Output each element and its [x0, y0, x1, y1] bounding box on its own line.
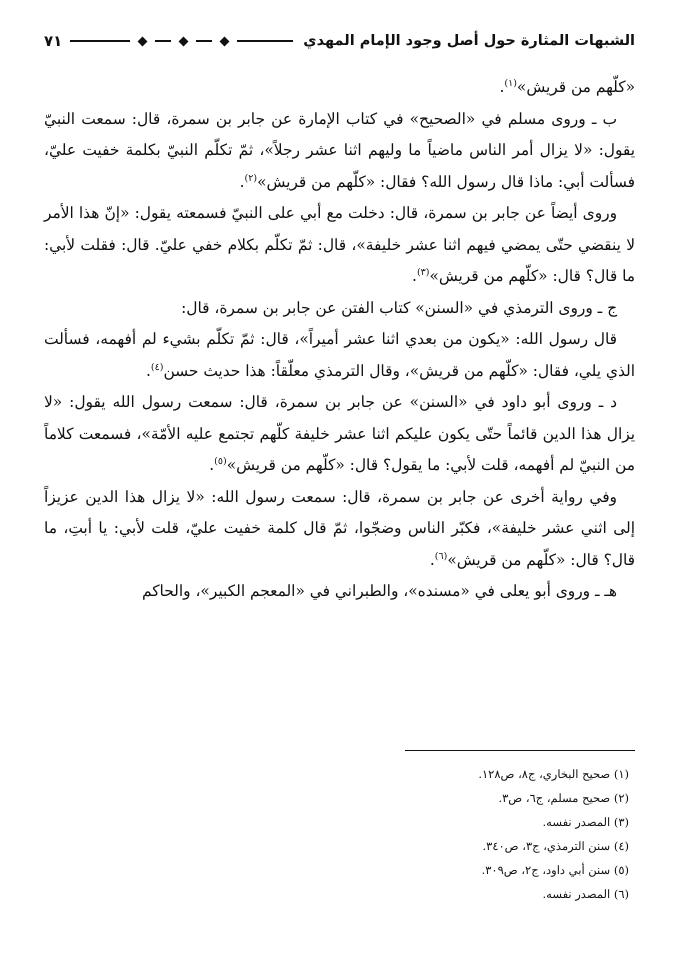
paragraph-7 [44, 482, 635, 577]
paragraph-text: ج ـ وروى الترمذي في «السنن» كتاب الفتن عن جابر بن سمرة، قال: [181, 298, 617, 317]
footnote-ref: (٥) [214, 455, 227, 467]
footnote-4: (٤) سنن الترمذي، ج٣، ص٣٤٠. [482, 839, 629, 853]
diamond-icon [138, 36, 148, 46]
paragraph-6 [44, 387, 635, 482]
paragraph-end: . [499, 78, 505, 96]
paragraph-5 [44, 324, 635, 387]
header-title: الشبهات المثارة حول أصل وجود الإمام المهدي [303, 33, 635, 49]
paragraph-text: د ـ وروى أبو داود في «السنن» عن جابر بن سمرة، قال: سمعت رسول الله يقول: «لا يزال هذا الدين قائماً حتّى يكون عليكم اثنا عشر خليفة كلّهم تجتمع عليه الأمّة»، فسمعت كلاماً من النبيّ لم أفهمه، قلت لأبي: ما يقول؟ قال: «كلّهم من قريش» [44, 393, 635, 474]
paragraph-8 [44, 576, 635, 608]
paragraph-text: وروى أيضاً عن جابر بن سمرة، قال: دخلت مع أبي على النبيّ فسمعته يقول: «إنّ هذا الأمر لا ينقضي حتّى يمضي فيهم اثنا عشر خليفة»، قال: ثمّ تكلّم بكلام خفي عليّ. قال: فقلت لأبي: ما قال؟ قال: «كلّهم من قريش» [44, 204, 635, 285]
paragraph-3 [44, 198, 635, 293]
paragraph-1 [44, 72, 635, 104]
ornament-segment [196, 40, 212, 41]
paragraph-text: قال رسول الله: «يكون من بعدي اثنا عشر أميراً»، قال: ثمّ تكلّم بشيء لم أفهمه، فسألت الذي يلي، فقال: «كلّهم من قريش»، وقال الترمذي معلّقاً: هذا حديث حسن [44, 330, 635, 380]
running-header [44, 24, 635, 58]
paragraph-end: . [429, 550, 435, 569]
paragraph-end: . [209, 456, 215, 474]
paragraph-text: ب ـ وروى مسلم في «الصحيح» في كتاب الإمارة عن جابر بن سمرة، قال: سمعت النبيّ يقول: «لا يزال أمر الناس ماضياً ما وليهم اثنا عشر رجلاً»، ثمّ تكلّم النبيّ بكلمة خفيت عليّ، فسألت أبي: ماذا قال رسول الله؟ فقال: «كلّهم من قريش» [44, 109, 635, 191]
page-number: ٧١ [44, 32, 63, 50]
paragraph-text: هـ ـ وروى أبو يعلى في «مسنده»، والطبراني في «المعجم الكبير»، والحاكم [141, 582, 617, 600]
footnote-6: (٦) المصدر نفسه. [542, 887, 629, 901]
paragraph-text: وفي رواية أخرى عن جابر بن سمرة، قال: سمعت رسول الله: «لا يزال هذا الدين عزيزاً إلى اثني عشر خليفة»، فكبّر الناس وضجّوا، ثمّ قال كلمة خفيت عليّ، قلت لأبي: يا أبتِ، ما قال؟ قال: «كلّهم من قريش» [44, 487, 635, 569]
ornament-line [237, 40, 293, 41]
footnote-ref: (٣) [416, 266, 430, 278]
header-ornament [70, 34, 293, 48]
paragraph-end: . [239, 172, 245, 191]
paragraph-end: . [146, 361, 151, 380]
paragraph-4 [44, 293, 635, 325]
footnote-separator [405, 750, 635, 751]
body-text [44, 72, 635, 608]
footnote-3: (٣) المصدر نفسه. [542, 815, 629, 829]
ornament-diamonds [130, 38, 237, 45]
footnote-ref: (٢) [244, 172, 258, 184]
paragraph-2 [44, 104, 635, 199]
footnote-ref: (١) [504, 77, 517, 89]
diamond-icon [179, 36, 189, 46]
ornament-segment [155, 40, 171, 41]
footnote-ref: (٦) [434, 550, 448, 562]
diamond-icon [220, 36, 230, 46]
footnote-5: (٥) سنن أبي داود، ج٢، ص٣٠٩. [481, 863, 629, 877]
footnote-2: (٢) صحيح مسلم، ج٦، ص٣. [498, 791, 629, 805]
paragraph-end: . [412, 267, 417, 285]
paragraph-text: «كلّهم من قريش» [516, 78, 635, 96]
footnotes [44, 762, 629, 906]
footnote-1: (١) صحيح البخاري، ج٨، ص١٢٨. [478, 767, 629, 781]
footnote-ref: (٤) [150, 361, 164, 373]
ornament-tail-line [70, 40, 130, 41]
